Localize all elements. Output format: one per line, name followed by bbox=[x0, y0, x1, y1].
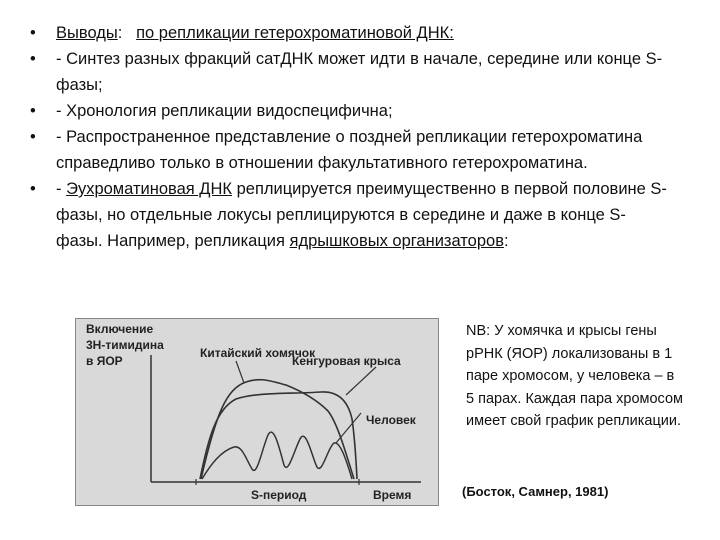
bullet-text: - Распространенное представление о поздней репликации гетерохроматина справедливо только в отношении факультативного гетерохроматина. bbox=[56, 128, 643, 172]
bullet-satdna bbox=[30, 46, 670, 98]
bullet-dot: • bbox=[30, 50, 36, 68]
y-label-line2: 3Н-тимидина bbox=[86, 338, 164, 352]
nb-note: NB: У хомячка и крысы гены рРНК (ЯОР) локализованы в 1 паре хромосом, у человека – в 5 парах. Каждая пара хромосом имеет свой график репликации. bbox=[466, 323, 683, 429]
curve-hamster bbox=[201, 380, 354, 479]
conclusions-list bbox=[30, 20, 670, 254]
pointer-kangaroo-rat bbox=[346, 367, 376, 395]
bullet-dot: • bbox=[30, 128, 36, 146]
bullet-chronology bbox=[30, 98, 670, 124]
conclusions-title: Выводы bbox=[56, 24, 118, 42]
bullet-dot: • bbox=[30, 24, 36, 42]
curve-human bbox=[202, 432, 352, 479]
nor-term: ядрышковых организаторов bbox=[289, 232, 504, 250]
citation: (Босток, Самнер, 1981) bbox=[462, 484, 609, 499]
label-human: Человек bbox=[366, 413, 416, 427]
conclusions-subtitle: по репликации гетерохроматиновой ДНК: bbox=[136, 24, 454, 42]
bullet-conclusions-heading: • Выводы: по репликации гетерохроматиновой ДНК: bbox=[30, 20, 670, 46]
x-label-time: Время bbox=[373, 488, 412, 502]
bullet-text: - Хронология репликации видоспецифична; bbox=[56, 102, 393, 120]
label-hamster: Китайский хомячок bbox=[200, 346, 316, 360]
pointer-human bbox=[336, 413, 361, 443]
bullet-euchromatin: • - Эухроматиновая ДНК реплицируется преимущественно в первой половине S-фазы, но отдельные локусы реплицируются в середине и даже в конце S-фазы. Например, репликация ядрышковых организаторов: bbox=[30, 176, 670, 254]
replication-figure bbox=[75, 318, 439, 506]
y-label-line3: в ЯОР bbox=[86, 354, 123, 368]
label-kangaroo-rat: Кенгуровая крыса bbox=[292, 354, 401, 368]
x-label-s-period: S-период bbox=[251, 488, 307, 502]
replication-graph bbox=[76, 319, 438, 505]
bullet-heterochromatin bbox=[30, 124, 670, 176]
pointer-hamster bbox=[236, 361, 244, 383]
bullet-dot: • bbox=[30, 180, 36, 198]
y-label-line1: Включение bbox=[86, 322, 154, 336]
bullet-dot: • bbox=[30, 102, 36, 120]
euchromatin-term: Эухроматиновая ДНК bbox=[66, 180, 233, 198]
bullet-text: - Синтез разных фракций сатДНК может идти в начале, середине или конце S-фазы; bbox=[56, 50, 663, 94]
